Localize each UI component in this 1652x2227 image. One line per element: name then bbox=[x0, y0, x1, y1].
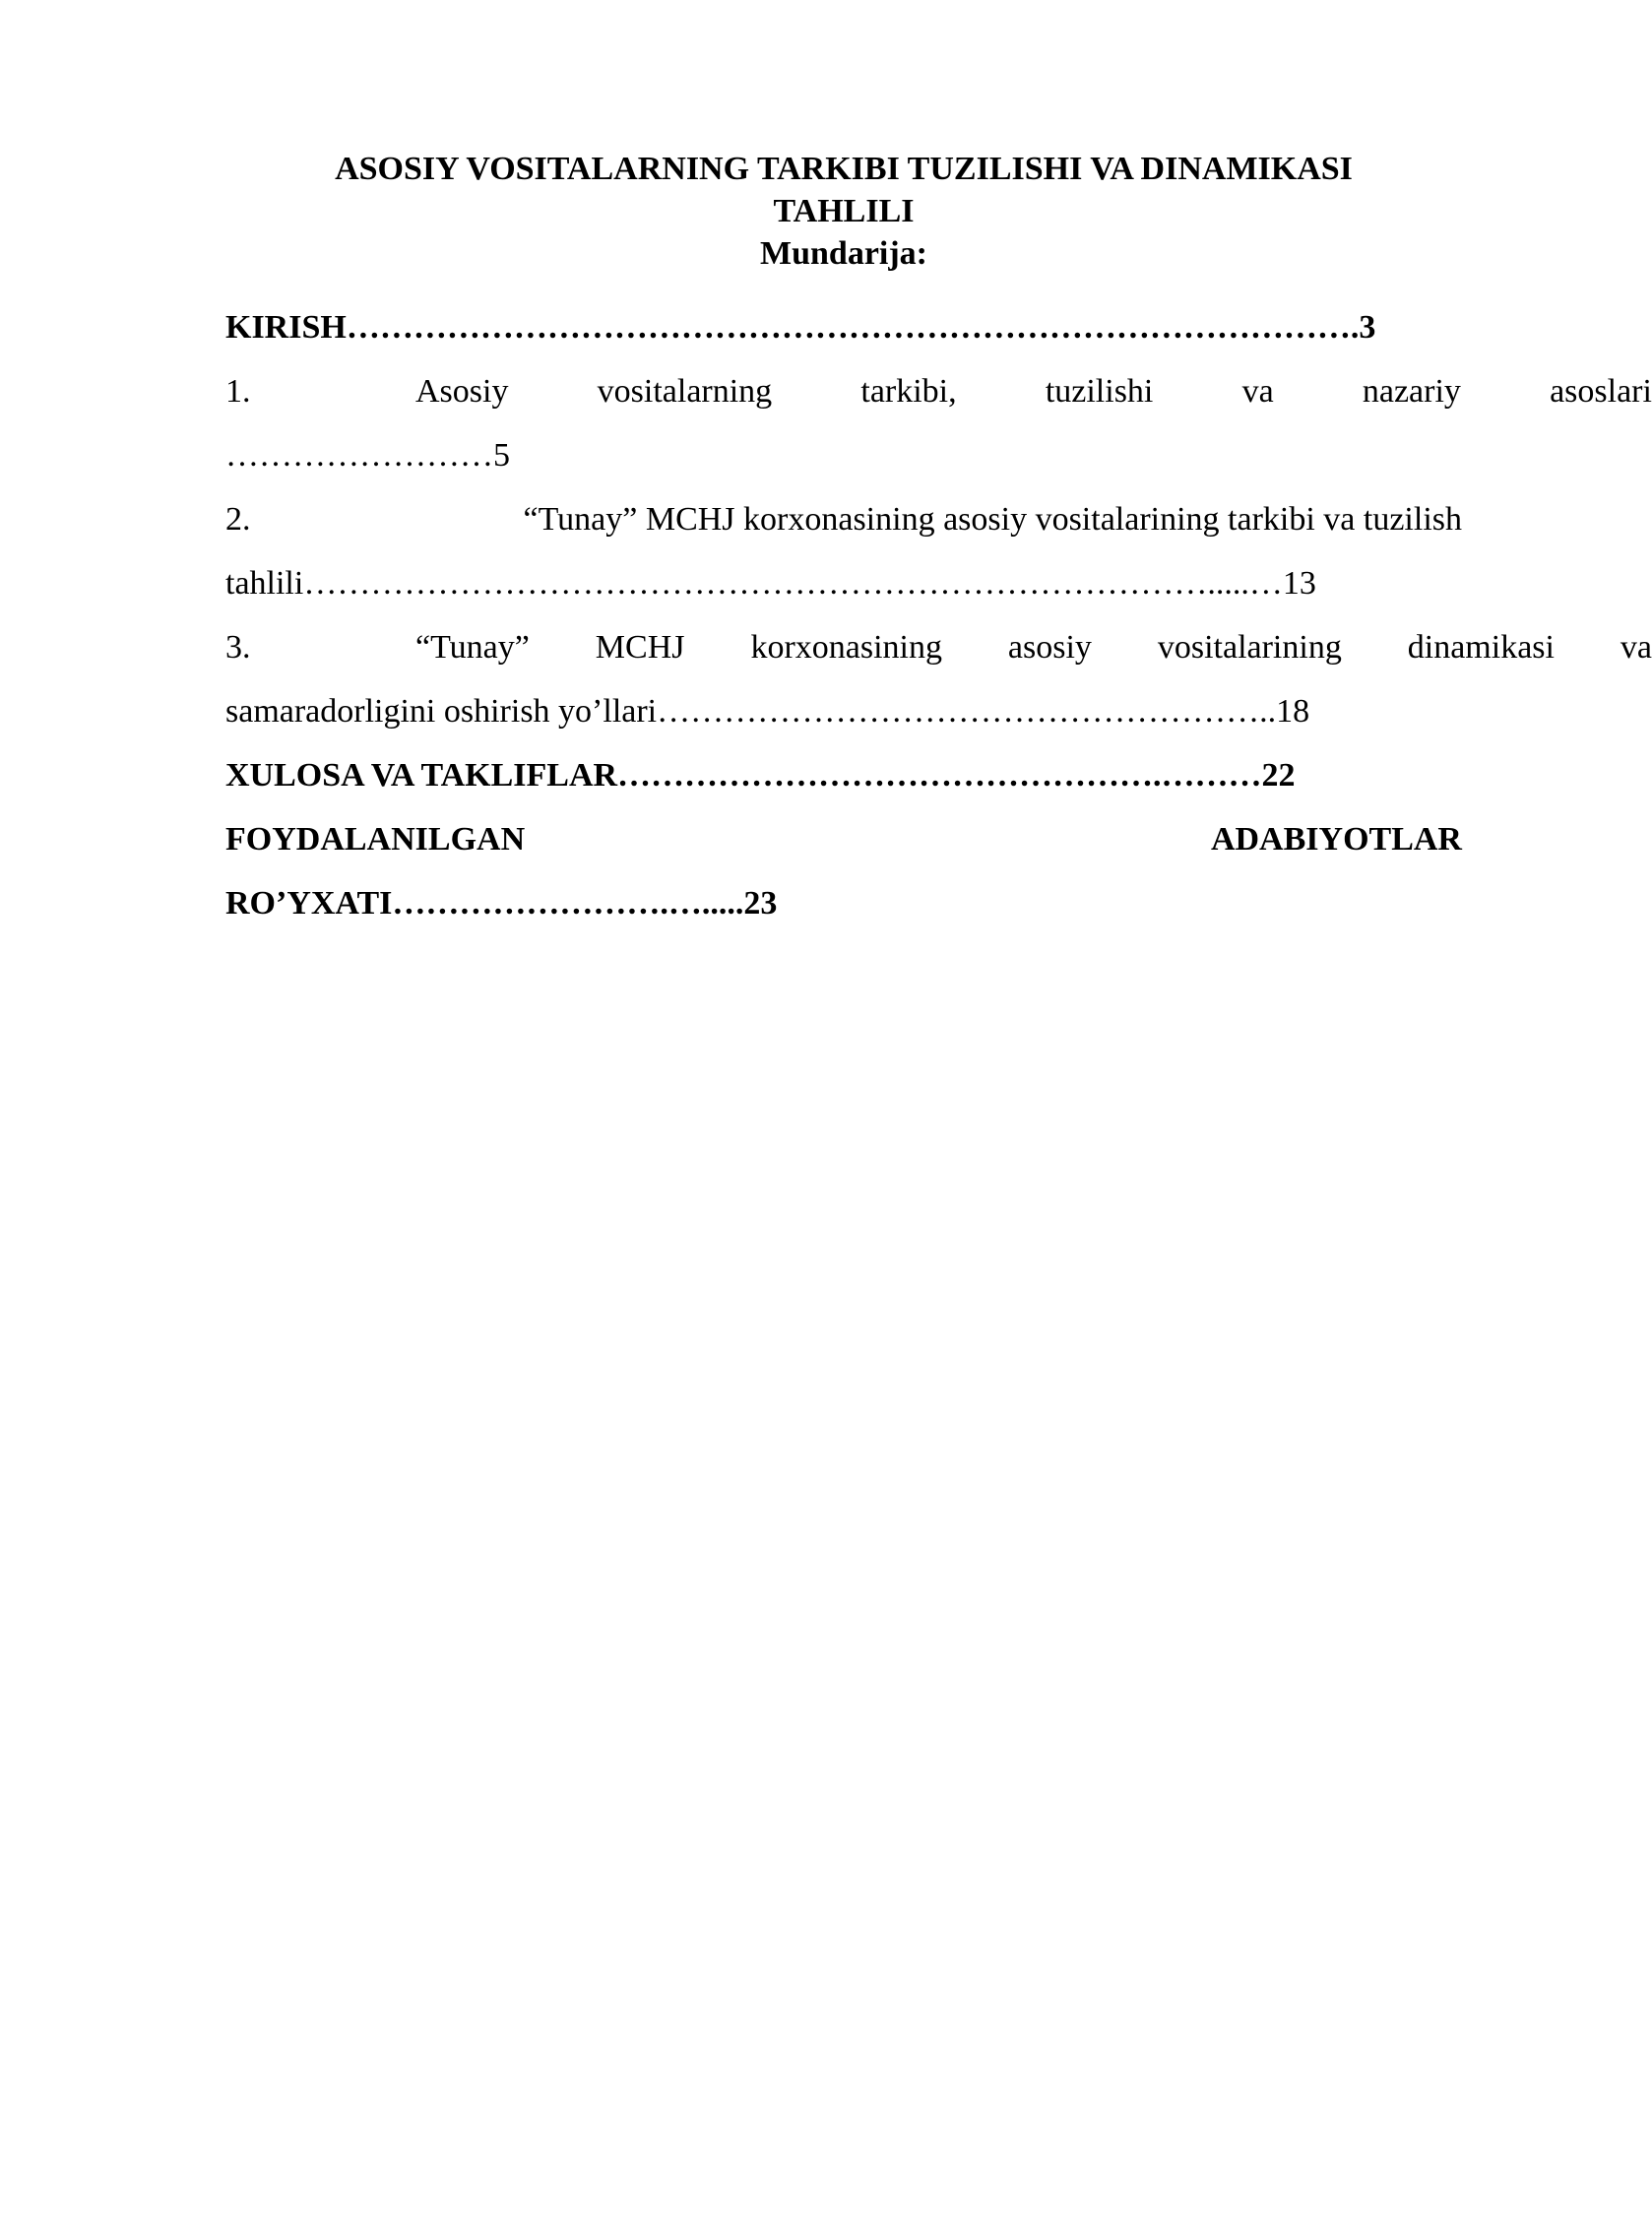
toc-entry-adabiyotlar-right: ADABIYOTLAR bbox=[1210, 821, 1462, 858]
toc-entry-3-continuation bbox=[225, 679, 1462, 743]
toc-entry-2-page: tahlili……………………………………………………………………….....…13 bbox=[225, 565, 1316, 602]
document-title-line-1: ASOSIY VOSITALARNING TARKIBI TUZILISHI VA DINAMIKASI bbox=[335, 151, 1353, 187]
toc-entry-2-continuation bbox=[225, 551, 1462, 615]
toc-entry-adabiyotlar-continuation bbox=[225, 871, 1462, 935]
toc-entry-kirish-text: KIRISH……………………………………………………………………………….3 bbox=[225, 309, 1376, 346]
toc-entry-1-word: va bbox=[1241, 373, 1274, 410]
toc-entry-1-title bbox=[415, 359, 1652, 423]
toc-entry-1-word: tarkibi, bbox=[860, 373, 957, 410]
toc-entry-3-word: dinamikasi bbox=[1407, 629, 1555, 666]
toc-entry-3 bbox=[225, 615, 1652, 679]
toc-entry-3-word: vositalarining bbox=[1157, 629, 1342, 666]
toc-entry-3-word: asosiy bbox=[1007, 629, 1092, 666]
toc-entry-2-title: “Tunay” MCHJ korxonasining asosiy vositalarining tarkibi va tuzilish bbox=[523, 501, 1462, 538]
toc-entry-3-page: samaradorligini oshirish yo’llari………………………………………………..18 bbox=[225, 693, 1310, 730]
toc-entry-1-page: ……………………5 bbox=[225, 437, 510, 474]
toc-entry-1-word: asoslari bbox=[1550, 373, 1652, 410]
toc-entry-1-word: Asosiy bbox=[415, 373, 509, 410]
document-title-line-2: TAHLILI bbox=[773, 193, 915, 229]
toc-entry-1-word: tuzilishi bbox=[1045, 373, 1154, 410]
toc-entry-3-word: MCHJ bbox=[595, 629, 685, 666]
toc-entry-adabiyotlar-page: RO’YXATI…………………….….....23 bbox=[225, 885, 778, 922]
toc-entry-2-number: 2. bbox=[225, 501, 251, 538]
toc-entry-3-word: korxonasining bbox=[750, 629, 942, 666]
toc-entry-kirish bbox=[225, 295, 1462, 359]
toc-entry-3-word: va bbox=[1620, 629, 1652, 666]
toc-entry-2 bbox=[225, 487, 1462, 551]
table-of-contents bbox=[225, 295, 1652, 935]
toc-entry-1-word: vositalarning bbox=[597, 373, 773, 410]
toc-entry-xulosa-text: XULOSA VA TAKLIFLAR………………………………………….………22 bbox=[225, 757, 1296, 794]
toc-entry-1 bbox=[225, 359, 1652, 423]
toc-entry-1-number: 1. bbox=[225, 373, 251, 410]
toc-entry-1-continuation bbox=[225, 423, 1462, 487]
toc-entry-adabiyotlar bbox=[225, 807, 1462, 871]
toc-entry-3-title bbox=[415, 615, 1652, 679]
toc-entry-3-word: “Tunay” bbox=[415, 629, 530, 666]
toc-heading: Mundarija: bbox=[760, 235, 927, 272]
toc-entry-3-number: 3. bbox=[225, 629, 251, 666]
toc-entry-adabiyotlar-left: FOYDALANILGAN bbox=[225, 821, 526, 858]
title-block bbox=[225, 148, 1462, 275]
toc-entry-xulosa bbox=[225, 743, 1462, 807]
toc-entry-1-word: nazariy bbox=[1362, 373, 1461, 410]
